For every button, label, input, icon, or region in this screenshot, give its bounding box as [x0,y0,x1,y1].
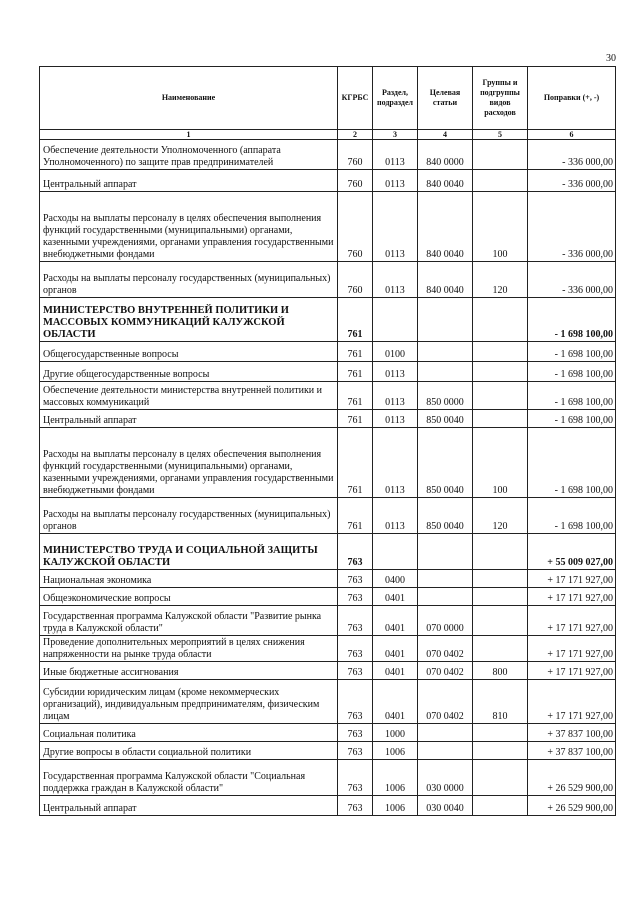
cell-group [473,410,528,428]
cell-name: Субсидии юридическим лицам (кроме некоммерческих организаций), индивидуальным предпринимателям, физическим лицам [40,680,338,724]
cell-name: Обеспечение деятельности министерства внутренней политики и массовых коммуникаций [40,382,338,410]
cell-target: 850 0040 [418,428,473,498]
cell-section: 0100 [373,342,418,362]
cell-target: 030 0040 [418,796,473,816]
cell-amount: - 1 698 100,00 [528,410,616,428]
cell-group [473,724,528,742]
cell-section: 0113 [373,382,418,410]
cell-target [418,534,473,570]
cell-kgrbs: 760 [338,170,373,192]
cell-amount: + 17 171 927,00 [528,636,616,662]
cell-group [473,362,528,382]
cell-target: 030 0000 [418,760,473,796]
cell-target [418,742,473,760]
table-row [40,680,616,724]
cell-kgrbs: 761 [338,298,373,342]
cell-group [473,588,528,606]
cell-section: 0401 [373,588,418,606]
table-row [40,606,616,636]
cell-name: Общеэкономические вопросы [40,588,338,606]
cell-group [473,636,528,662]
cell-group [473,760,528,796]
cell-name: Другие общегосударственные вопросы [40,362,338,382]
cell-amount: + 55 009 027,00 [528,534,616,570]
table-row [40,796,616,816]
header-kgrbs: КГРБС [338,67,373,130]
cell-group [473,170,528,192]
table-row [40,362,616,382]
cell-kgrbs: 760 [338,262,373,298]
table-row [40,140,616,170]
cell-section: 1006 [373,742,418,760]
cell-name: Центральный аппарат [40,410,338,428]
table-row [40,298,616,342]
header-groups: Группы и подгруппы видов расходов [473,67,528,130]
cell-amount: + 26 529 900,00 [528,796,616,816]
cell-amount: + 17 171 927,00 [528,570,616,588]
cell-name: Центральный аппарат [40,170,338,192]
cell-section: 0113 [373,140,418,170]
cell-amount: + 17 171 927,00 [528,680,616,724]
cell-name: Другие вопросы в области социальной политики [40,742,338,760]
header-target: Целевая статьи [418,67,473,130]
cell-name: Иные бюджетные ассигнования [40,662,338,680]
cell-target [418,570,473,588]
cell-group [473,742,528,760]
cell-amount: - 1 698 100,00 [528,298,616,342]
cell-target [418,362,473,382]
cell-amount: - 1 698 100,00 [528,362,616,382]
cell-target: 070 0402 [418,662,473,680]
cell-section: 0400 [373,570,418,588]
cell-section: 0113 [373,170,418,192]
cell-target [418,298,473,342]
cell-amount: + 17 171 927,00 [528,662,616,680]
cell-group: 810 [473,680,528,724]
cell-amount: + 17 171 927,00 [528,588,616,606]
table-row [40,588,616,606]
cell-name: МИНИСТЕРСТВО ВНУТРЕННЕЙ ПОЛИТИКИ И МАССОВЫХ КОММУНИКАЦИЙ КАЛУЖСКОЙ ОБЛАСТИ [40,298,338,342]
cell-group [473,382,528,410]
cell-target: 840 0040 [418,192,473,262]
cell-group [473,342,528,362]
cell-section: 1006 [373,796,418,816]
cell-kgrbs: 763 [338,588,373,606]
cell-group [473,606,528,636]
cell-target: 070 0000 [418,606,473,636]
cell-group [473,534,528,570]
cell-section: 0113 [373,498,418,534]
cell-amount: + 17 171 927,00 [528,606,616,636]
cell-group: 120 [473,498,528,534]
cell-kgrbs: 761 [338,382,373,410]
table-row [40,170,616,192]
column-number: 2 [338,130,373,140]
table-row [40,636,616,662]
column-number: 3 [373,130,418,140]
cell-amount: - 336 000,00 [528,140,616,170]
cell-target: 850 0040 [418,410,473,428]
cell-target: 070 0402 [418,680,473,724]
cell-amount: - 336 000,00 [528,192,616,262]
table-row [40,382,616,410]
cell-section: 1000 [373,724,418,742]
cell-name: Социальная политика [40,724,338,742]
cell-target [418,342,473,362]
cell-name: Национальная экономика [40,570,338,588]
header-amendments: Поправки (+, -) [528,67,616,130]
cell-amount: - 1 698 100,00 [528,498,616,534]
table-row [40,742,616,760]
table-row [40,760,616,796]
column-number: 4 [418,130,473,140]
cell-kgrbs: 763 [338,636,373,662]
cell-section: 0401 [373,606,418,636]
header-section: Раздел, подраздел [373,67,418,130]
cell-name: Общегосударственные вопросы [40,342,338,362]
cell-kgrbs: 763 [338,606,373,636]
cell-kgrbs: 763 [338,534,373,570]
cell-name: Расходы на выплаты персоналу в целях обеспечения выполнения функций государственными (муниципальными) органами, казенными учреждениями, органами управления государственными внебюджетными фондами [40,428,338,498]
budget-amendments-table [39,66,616,816]
cell-section: 0401 [373,680,418,724]
cell-section: 0401 [373,662,418,680]
cell-amount: - 1 698 100,00 [528,382,616,410]
cell-kgrbs: 761 [338,498,373,534]
table-row [40,534,616,570]
cell-name: Обеспечение деятельности Уполномоченного (аппарата Уполномоченного) по защите прав предпринимателей [40,140,338,170]
cell-section: 0113 [373,410,418,428]
cell-target [418,588,473,606]
cell-amount: - 336 000,00 [528,170,616,192]
cell-amount: - 1 698 100,00 [528,428,616,498]
cell-kgrbs: 761 [338,428,373,498]
cell-kgrbs: 761 [338,410,373,428]
cell-name: МИНИСТЕРСТВО ТРУДА И СОЦИАЛЬНОЙ ЗАЩИТЫ КАЛУЖСКОЙ ОБЛАСТИ [40,534,338,570]
table-row [40,662,616,680]
cell-name: Расходы на выплаты персоналу в целях обеспечения выполнения функций государственными (муниципальными) органами, казенными учреждениями, органами управления государственными внебюджетными фондами [40,192,338,262]
cell-kgrbs: 763 [338,724,373,742]
cell-name: Государственная программа Калужской области "Развитие рынка труда в Калужской области" [40,606,338,636]
table-row [40,498,616,534]
cell-amount: - 1 698 100,00 [528,342,616,362]
header-name: Наименование [40,67,338,130]
cell-name: Расходы на выплаты персоналу государственных (муниципальных) органов [40,498,338,534]
header-row [40,67,616,130]
column-number-row [40,130,616,140]
cell-section [373,298,418,342]
cell-kgrbs: 763 [338,796,373,816]
cell-kgrbs: 763 [338,662,373,680]
table-row [40,192,616,262]
table-row [40,262,616,298]
cell-name: Расходы на выплаты персоналу государственных (муниципальных) органов [40,262,338,298]
cell-name: Центральный аппарат [40,796,338,816]
cell-target: 840 0040 [418,170,473,192]
cell-section: 1006 [373,760,418,796]
table-row [40,724,616,742]
cell-section [373,534,418,570]
cell-group: 100 [473,428,528,498]
table-body [40,140,616,816]
cell-group [473,140,528,170]
column-number: 6 [528,130,616,140]
cell-group [473,796,528,816]
table-row [40,342,616,362]
cell-name: Государственная программа Калужской области "Социальная поддержка граждан в Калужской области" [40,760,338,796]
cell-kgrbs: 763 [338,570,373,588]
table-row [40,428,616,498]
cell-group: 100 [473,192,528,262]
cell-kgrbs: 760 [338,192,373,262]
cell-kgrbs: 763 [338,742,373,760]
cell-amount: - 336 000,00 [528,262,616,298]
table-row [40,570,616,588]
cell-group: 800 [473,662,528,680]
cell-kgrbs: 763 [338,760,373,796]
cell-group: 120 [473,262,528,298]
cell-amount: + 37 837 100,00 [528,724,616,742]
cell-section: 0401 [373,636,418,662]
column-number: 5 [473,130,528,140]
cell-section: 0113 [373,428,418,498]
cell-name: Проведение дополнительных мероприятий в целях снижения напряженности на рынке труда области [40,636,338,662]
cell-target: 840 0000 [418,140,473,170]
cell-section: 0113 [373,192,418,262]
cell-kgrbs: 760 [338,140,373,170]
cell-amount: + 26 529 900,00 [528,760,616,796]
cell-section: 0113 [373,262,418,298]
cell-target: 840 0040 [418,262,473,298]
cell-target: 070 0402 [418,636,473,662]
cell-target [418,724,473,742]
page-number: 30 [606,53,616,64]
cell-section: 0113 [373,362,418,382]
cell-kgrbs: 761 [338,362,373,382]
cell-kgrbs: 763 [338,680,373,724]
cell-group [473,298,528,342]
cell-group [473,570,528,588]
table-row [40,410,616,428]
cell-kgrbs: 761 [338,342,373,362]
cell-amount: + 37 837 100,00 [528,742,616,760]
column-number: 1 [40,130,338,140]
cell-target: 850 0040 [418,498,473,534]
cell-target: 850 0000 [418,382,473,410]
